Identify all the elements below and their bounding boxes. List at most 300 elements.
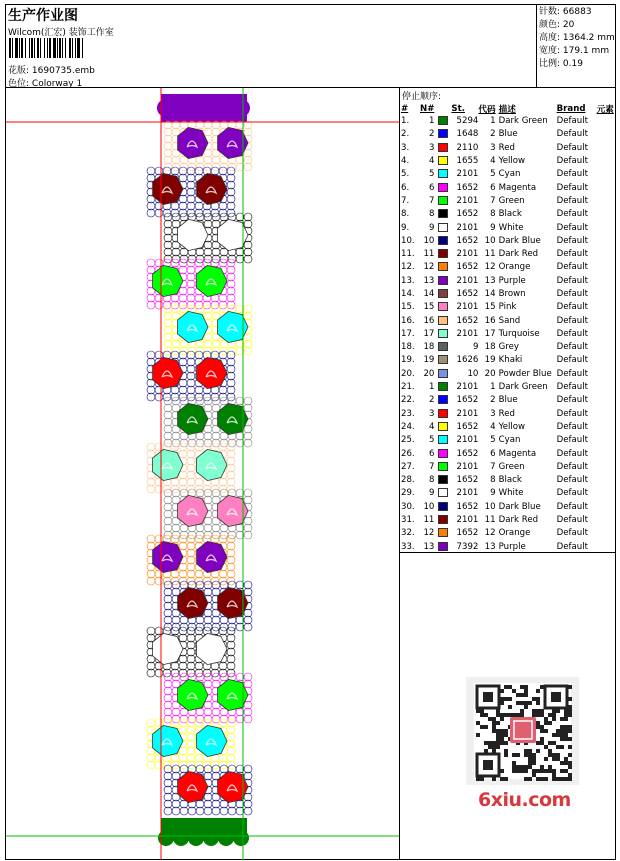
color-code: 13 <box>484 275 496 286</box>
col-swatch <box>438 102 451 115</box>
stitch-count: 2101 <box>456 169 479 180</box>
color-swatch <box>438 128 451 141</box>
stitch-count: 2101 <box>456 461 479 472</box>
legend-row <box>401 541 614 554</box>
swatch-box <box>438 302 448 311</box>
legend-row <box>401 408 614 421</box>
stop-number: 21. <box>401 382 415 393</box>
stat-colors: 颜色: 20 <box>539 20 575 30</box>
flower <box>178 679 208 710</box>
flower-motif <box>147 443 235 493</box>
color-swatch <box>438 341 451 354</box>
color-description: Dark Green <box>498 382 548 393</box>
flower <box>178 587 208 618</box>
thread-brand: Default <box>556 342 589 353</box>
color-description: Black <box>498 475 522 486</box>
element-cell <box>597 487 614 500</box>
stop-number: 7. <box>401 195 410 206</box>
color-description: Dark Green <box>498 116 548 127</box>
element-cell <box>597 514 614 527</box>
element-cell <box>597 501 614 514</box>
needle-number: 5 <box>428 435 435 446</box>
color-code: 6 <box>490 182 496 193</box>
legend-row <box>401 354 614 367</box>
flower <box>197 173 227 204</box>
element-cell <box>597 208 614 221</box>
thread-brand: Default <box>556 408 589 419</box>
color-description: Dark Blue <box>498 235 541 246</box>
swatch-box <box>438 422 448 431</box>
page-title: 生产作业图 <box>8 8 78 24</box>
stitch-count: 1652 <box>456 262 479 273</box>
stat-scale: 比例: 0.19 <box>539 59 583 69</box>
stop-number: 23. <box>401 408 415 419</box>
element-cell <box>597 328 614 341</box>
thread-brand: Default <box>556 355 589 366</box>
stitch-count: 1652 <box>456 501 479 512</box>
needle-number: 13 <box>423 541 435 552</box>
needle-number: 4 <box>428 156 435 167</box>
stitch-count: 2101 <box>456 408 479 419</box>
color-swatch <box>438 195 451 208</box>
col-stop: # <box>401 103 409 114</box>
thread-brand: Default <box>556 195 589 206</box>
thread-brand: Default <box>556 275 589 286</box>
color-code: 11 <box>484 249 496 260</box>
flower-motif <box>147 719 235 769</box>
flower <box>153 357 183 388</box>
stop-number: 27. <box>401 461 415 472</box>
swatch-box <box>438 515 448 524</box>
needle-number: 1 <box>428 116 435 127</box>
color-description: White <box>498 488 524 499</box>
color-swatch <box>438 181 451 194</box>
legend-row <box>401 368 614 381</box>
color-swatch <box>438 261 451 274</box>
stop-number: 17. <box>401 328 415 339</box>
col-element: 元素 <box>596 104 614 115</box>
color-code: 3 <box>490 142 496 153</box>
swatch-box <box>438 129 448 138</box>
element-cell <box>597 541 614 554</box>
stop-number: 1. <box>401 116 410 127</box>
thread-brand: Default <box>556 129 589 140</box>
thread-brand: Default <box>556 368 589 379</box>
stop-number: 31. <box>401 515 415 526</box>
color-swatch <box>438 447 451 460</box>
element-cell <box>597 474 614 487</box>
stitch-count: 2101 <box>456 515 479 526</box>
legend-row <box>401 115 614 128</box>
color-swatch <box>438 288 451 301</box>
legend-row <box>401 328 614 341</box>
stop-number: 16. <box>401 315 415 326</box>
legend-row <box>401 527 614 540</box>
needle-number: 7 <box>428 461 435 472</box>
stop-number: 4. <box>401 156 410 167</box>
bottom-border-band <box>158 818 249 846</box>
color-swatch <box>438 168 451 181</box>
legend-table <box>401 102 614 554</box>
swatch-box <box>438 449 448 458</box>
needle-number: 20 <box>423 368 435 379</box>
legend-row <box>401 434 614 447</box>
needle-number: 11 <box>423 515 435 526</box>
stitch-count: 10 <box>467 368 479 379</box>
element-cell <box>597 381 614 394</box>
color-swatch <box>438 314 451 327</box>
stitch-count: 9 <box>472 342 479 353</box>
stop-number: 33. <box>401 541 415 552</box>
swatch-box <box>438 183 448 192</box>
stop-number: 8. <box>401 209 410 220</box>
barcode <box>9 38 119 58</box>
needle-number: 6 <box>428 182 435 193</box>
flower <box>178 403 208 434</box>
element-cell <box>597 235 614 248</box>
flower <box>178 127 208 158</box>
element-cell <box>597 221 614 234</box>
stitch-count: 2101 <box>456 302 479 313</box>
swatch-box <box>438 169 448 178</box>
flower-motif <box>164 489 252 539</box>
thread-brand: Default <box>556 421 589 432</box>
needle-number: 2 <box>428 395 435 406</box>
legend-row <box>401 208 614 221</box>
legend-row <box>401 221 614 234</box>
element-cell <box>597 368 614 381</box>
swatch-box <box>438 276 448 285</box>
swatch-box <box>438 209 448 218</box>
stop-number: 19. <box>401 355 415 366</box>
stop-number: 3. <box>401 142 410 153</box>
color-description: Dark Red <box>498 515 539 526</box>
legend-caption: 停止顺序: <box>402 92 442 102</box>
element-cell <box>597 421 614 434</box>
stitch-count: 1655 <box>456 156 479 167</box>
needle-number: 13 <box>423 275 435 286</box>
color-description: Powder Blue <box>498 368 552 379</box>
stop-number: 22. <box>401 395 415 406</box>
stitch-count: 1652 <box>456 235 479 246</box>
color-description: Dark Red <box>498 249 539 260</box>
color-swatch <box>438 221 451 234</box>
thread-brand: Default <box>556 302 589 313</box>
thread-brand: Default <box>556 156 589 167</box>
color-code: 7 <box>490 195 496 206</box>
legend-row <box>401 394 614 407</box>
stitch-count: 1626 <box>456 355 479 366</box>
stitch-count: 1652 <box>456 209 479 220</box>
color-code: 20 <box>484 368 496 379</box>
flower-motif <box>147 535 235 585</box>
needle-number: 1 <box>428 382 435 393</box>
stats-panel <box>537 5 616 88</box>
color-swatch <box>438 514 451 527</box>
flower <box>153 173 183 204</box>
needle-number: 19 <box>423 355 435 366</box>
stitch-count: 2101 <box>456 249 479 260</box>
thread-brand: Default <box>556 235 589 246</box>
flower <box>197 265 227 296</box>
stop-number: 6. <box>401 182 410 193</box>
color-code: 7 <box>490 461 496 472</box>
flower <box>197 541 227 572</box>
needle-number: 2 <box>428 129 435 140</box>
flower <box>153 541 183 572</box>
legend-row <box>401 447 614 460</box>
color-swatch <box>438 541 451 554</box>
color-code: 10 <box>484 235 496 246</box>
stitch-count: 1648 <box>456 129 479 140</box>
element-cell <box>597 288 614 301</box>
stitch-count: 7392 <box>456 541 479 552</box>
needle-number: 8 <box>428 209 435 220</box>
color-description: Orange <box>498 528 531 539</box>
stitch-count: 2101 <box>456 382 479 393</box>
legend-row <box>401 288 614 301</box>
color-swatch <box>438 408 451 421</box>
swatch-box <box>438 528 448 537</box>
stop-number: 9. <box>401 222 410 233</box>
col-code: 代码 <box>478 104 496 115</box>
qr-code-graphic <box>466 677 579 785</box>
stitch-count: 1652 <box>456 315 479 326</box>
element-cell <box>597 115 614 128</box>
element-cell <box>597 195 614 208</box>
needle-number: 9 <box>428 222 435 233</box>
color-description: Grey <box>498 342 519 353</box>
color-code: 1 <box>490 382 496 393</box>
swatch-box <box>438 488 448 497</box>
color-description: Blue <box>498 395 518 406</box>
legend-row <box>401 341 614 354</box>
needle-number: 12 <box>423 528 435 539</box>
needle-number: 17 <box>423 328 435 339</box>
element-cell <box>597 168 614 181</box>
stitch-count: 2101 <box>456 435 479 446</box>
thread-brand: Default <box>556 475 589 486</box>
color-swatch <box>438 301 451 314</box>
legend-row <box>401 181 614 194</box>
stop-number: 24. <box>401 421 415 432</box>
color-description: Green <box>498 461 525 472</box>
company-name: Wilcom(汇宏) 装饰工作室 <box>8 28 114 38</box>
color-description: Dark Blue <box>498 501 541 512</box>
color-code: 3 <box>490 408 496 419</box>
swatch-box <box>438 316 448 325</box>
needle-number: 15 <box>423 302 435 313</box>
color-code: 1 <box>490 116 496 127</box>
flower-motif <box>147 351 235 401</box>
thread-brand: Default <box>556 209 589 220</box>
stitch-count: 1652 <box>456 475 479 486</box>
swatch-box <box>438 143 448 152</box>
color-swatch <box>438 208 451 221</box>
swatch-box <box>438 542 448 551</box>
legend-row <box>401 195 614 208</box>
legend-row <box>401 261 614 274</box>
legend-row <box>401 248 614 261</box>
stop-number: 11. <box>401 249 415 260</box>
color-swatch <box>438 501 451 514</box>
thread-brand: Default <box>556 289 589 299</box>
color-code: 8 <box>490 209 496 220</box>
color-code: 6 <box>490 448 496 459</box>
swatch-box <box>438 342 448 351</box>
col-needle: N# <box>420 103 435 114</box>
design-preview <box>6 88 400 860</box>
thread-brand: Default <box>556 515 589 526</box>
stat-height: 高度: 1364.2 mm <box>539 33 615 43</box>
color-code: 9 <box>490 488 496 499</box>
legend-row <box>401 501 614 514</box>
element-cell <box>597 142 614 155</box>
swatch-box <box>438 369 448 378</box>
color-code: 19 <box>484 355 496 366</box>
color-swatch <box>438 142 451 155</box>
color-code: 11 <box>484 515 496 526</box>
flower <box>178 311 208 342</box>
element-cell <box>597 128 614 141</box>
stitch-count: 1652 <box>456 421 479 432</box>
flower <box>153 725 183 756</box>
legend-row <box>401 461 614 474</box>
color-legend <box>400 88 616 553</box>
color-code: 10 <box>484 501 496 512</box>
needle-number: 6 <box>428 448 435 459</box>
thread-brand: Default <box>556 142 589 153</box>
thread-brand: Default <box>556 249 589 260</box>
color-code: 17 <box>484 328 496 339</box>
thread-brand: Default <box>556 315 589 326</box>
needle-number: 14 <box>423 289 435 299</box>
legend-row <box>401 142 614 155</box>
swatch-box <box>438 395 448 404</box>
thread-brand: Default <box>556 169 589 180</box>
color-swatch <box>438 421 451 434</box>
file-name: 1690735.emb <box>31 66 95 76</box>
needle-number: 11 <box>423 249 435 260</box>
stitch-count: 1652 <box>456 528 479 539</box>
color-swatch <box>438 461 451 474</box>
element-cell <box>597 434 614 447</box>
swatch-box <box>438 355 448 364</box>
color-code: 18 <box>484 342 496 353</box>
element-cell <box>597 248 614 261</box>
element-cell <box>597 408 614 421</box>
legend-row <box>401 487 614 500</box>
color-swatch <box>438 275 451 288</box>
color-description: Cyan <box>498 435 521 446</box>
legend-header-row <box>401 102 614 115</box>
file-info <box>8 63 95 76</box>
swatch-box <box>438 409 448 418</box>
stop-number: 2. <box>401 129 410 140</box>
thread-brand: Default <box>556 382 589 393</box>
stitch-count: 1652 <box>456 289 479 299</box>
needle-number: 10 <box>423 501 435 512</box>
color-code: 14 <box>484 289 496 299</box>
stitch-count: 2101 <box>456 488 479 499</box>
stat-width: 宽度: 179.1 mm <box>539 46 610 56</box>
color-swatch <box>438 381 451 394</box>
element-cell <box>597 301 614 314</box>
legend-row <box>401 381 614 394</box>
legend-row <box>401 314 614 327</box>
top-border-band <box>157 94 250 122</box>
color-description: Brown <box>498 289 526 299</box>
stop-number: 15. <box>401 302 415 313</box>
color-description: White <box>498 222 524 233</box>
color-description: Yellow <box>498 156 526 167</box>
qr-code-icon <box>466 677 579 785</box>
colorway-label: 色位: <box>8 79 30 89</box>
col-stitches: St. <box>451 103 465 114</box>
needle-number: 3 <box>428 408 435 419</box>
color-description: Red <box>498 142 515 153</box>
color-description: Purple <box>498 275 526 286</box>
color-description: Yellow <box>498 421 526 432</box>
color-code: 12 <box>484 528 496 539</box>
legend-row <box>401 474 614 487</box>
element-cell <box>597 354 614 367</box>
needle-number: 7 <box>428 195 435 206</box>
file-label: 花版: <box>8 66 30 76</box>
stop-number: 10. <box>401 235 415 246</box>
needle-number: 18 <box>423 342 435 353</box>
color-code: 4 <box>490 421 496 432</box>
stop-number: 32. <box>401 528 415 539</box>
legend-row <box>401 275 614 288</box>
thread-brand: Default <box>556 222 589 233</box>
flower <box>197 449 227 480</box>
legend-row <box>401 128 614 141</box>
flower <box>153 633 183 664</box>
header-panel <box>6 5 537 88</box>
thread-brand: Default <box>556 262 589 273</box>
swatch-box <box>438 196 448 205</box>
color-swatch <box>438 474 451 487</box>
color-swatch <box>438 368 451 381</box>
stitch-count: 5294 <box>456 116 479 127</box>
color-code: 9 <box>490 222 496 233</box>
swatch-box <box>438 329 448 338</box>
watermark-site: 6xiu.com <box>478 789 571 811</box>
stop-number: 12. <box>401 262 415 273</box>
stop-number: 25. <box>401 435 415 446</box>
col-desc: 描述 <box>498 104 516 115</box>
color-code: 12 <box>484 262 496 273</box>
color-code: 5 <box>490 169 496 180</box>
thread-brand: Default <box>556 395 589 406</box>
color-code: 2 <box>490 129 496 140</box>
legend-row <box>401 514 614 527</box>
swatch-box <box>438 262 448 271</box>
stop-number: 18. <box>401 342 415 353</box>
embroidery-design <box>6 88 400 860</box>
color-description: Blue <box>498 129 518 140</box>
color-swatch <box>438 328 451 341</box>
color-code: 15 <box>484 302 496 313</box>
color-swatch <box>438 434 451 447</box>
flower <box>197 357 227 388</box>
flower <box>153 265 183 296</box>
color-code: 13 <box>484 541 496 552</box>
needle-number: 5 <box>428 169 435 180</box>
flower-motif <box>147 259 235 309</box>
stitch-count: 2101 <box>456 328 479 339</box>
